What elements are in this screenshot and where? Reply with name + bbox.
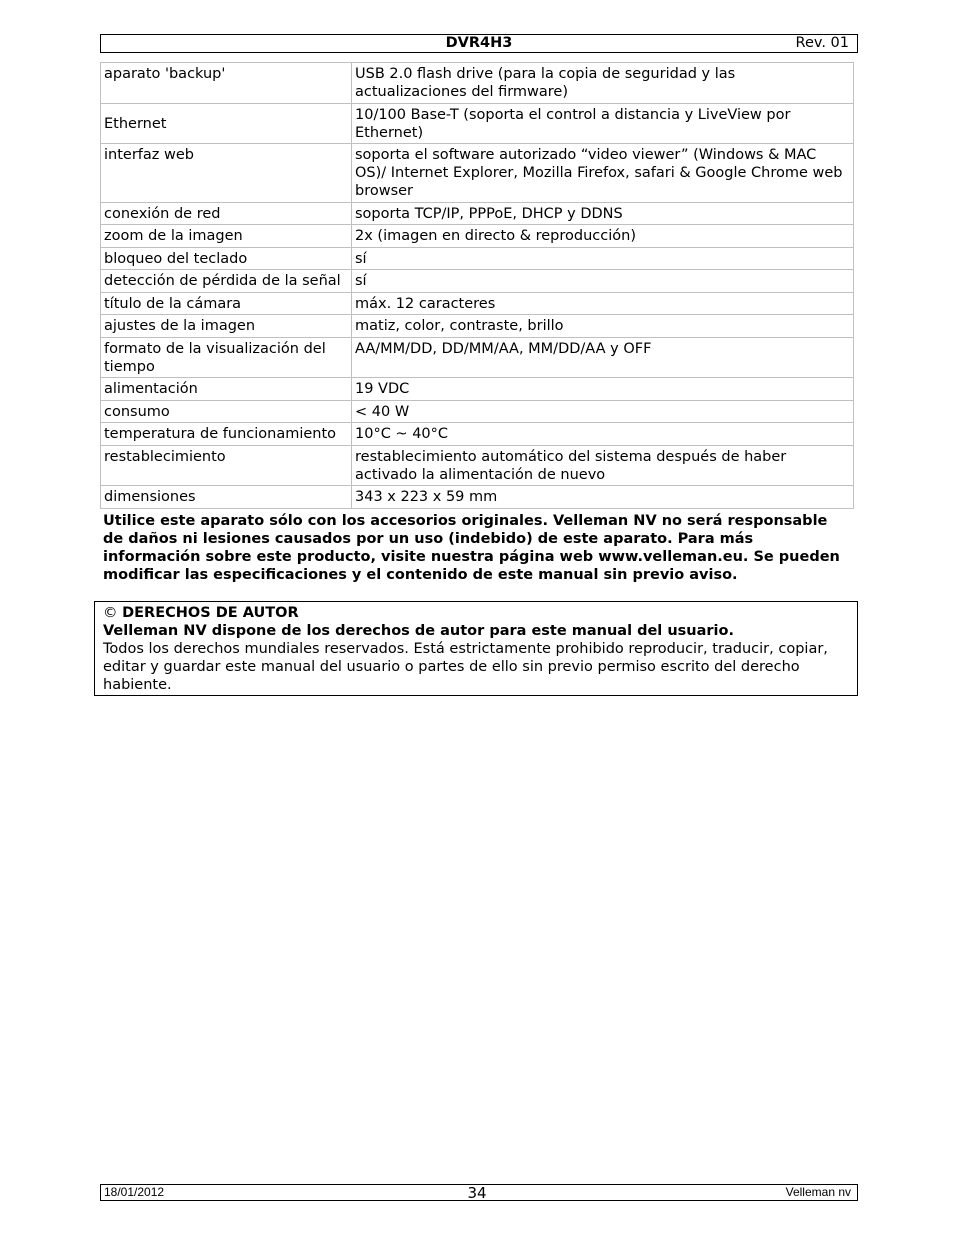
spec-value: 343 x 223 x 59 mm	[352, 486, 854, 509]
copyright-heading	[103, 604, 849, 622]
spec-row	[101, 144, 854, 203]
spec-value: matiz, color, contraste, brillo	[352, 315, 854, 338]
spec-row	[101, 315, 854, 338]
spec-label: conexión de red	[101, 202, 352, 225]
spec-label: ajustes de la imagen	[101, 315, 352, 338]
footer-company: Velleman nv	[785, 1185, 851, 1199]
spec-row	[101, 63, 854, 104]
spec-label: aparato 'backup'	[101, 63, 352, 104]
specifications-table	[100, 62, 854, 509]
spec-value: 10°C ~ 40°C	[352, 423, 854, 446]
notice-line: de daños ni lesiones causados por un uso (indebido) de este aparato. Para más	[103, 530, 754, 547]
page-number: 34	[467, 1184, 487, 1202]
spec-row	[101, 486, 854, 509]
spec-value: 10/100 Base-T (soporta el control a distancia y LiveView por Ethernet)	[352, 103, 854, 144]
copyright-body-line: habiente.	[103, 676, 172, 693]
page-header	[100, 34, 858, 53]
spec-label: interfaz web	[101, 144, 352, 203]
spec-label: restablecimiento	[101, 445, 352, 486]
copyright-title: DERECHOS DE AUTOR	[122, 604, 299, 621]
spec-value: AA/MM/DD, DD/MM/AA, MM/DD/AA y OFF	[352, 337, 854, 378]
spec-label: formato de la visualización del tiempo	[101, 337, 352, 378]
spec-row	[101, 423, 854, 446]
spec-value: soporta el software autorizado “video viewer” (Windows & MAC OS)/ Internet Explorer, Mozilla Firefox, safari & Google Chrome web browser	[352, 144, 854, 203]
spec-row	[101, 247, 854, 270]
spec-label: temperatura de funcionamiento	[101, 423, 352, 446]
spec-row	[101, 400, 854, 423]
spec-label: alimentación	[101, 378, 352, 401]
copyright-icon: ©	[103, 604, 118, 621]
revision-label: Rev. 01	[795, 35, 849, 51]
page-content	[100, 34, 858, 696]
notice-line: información sobre este producto, visite nuestra página web www.velleman.eu. Se pueden	[103, 548, 840, 565]
model-title: DVR4H3	[445, 35, 513, 51]
spec-value: sí	[352, 247, 854, 270]
spec-row	[101, 202, 854, 225]
spec-label: Ethernet	[101, 103, 352, 144]
spec-value: < 40 W	[352, 400, 854, 423]
spec-label: bloqueo del teclado	[101, 247, 352, 270]
spec-row	[101, 225, 854, 248]
spec-label: dimensiones	[101, 486, 352, 509]
spec-row	[101, 445, 854, 486]
footer-date: 18/01/2012	[104, 1185, 165, 1199]
spec-label: título de la cámara	[101, 292, 352, 315]
spec-value: 2x (imagen en directo & reproducción)	[352, 225, 854, 248]
copyright-owner: Velleman NV dispone de los derechos de autor para este manual del usuario.	[103, 622, 734, 639]
spec-value: sí	[352, 270, 854, 293]
notice-line: Utilice este aparato sólo con los accesorios originales. Velleman NV no será responsable	[103, 512, 828, 529]
spec-row	[101, 337, 854, 378]
notice-line: modificar las especificaciones y el contenido de este manual sin previo aviso.	[103, 566, 738, 583]
spec-value: soporta TCP/IP, PPPoE, DHCP y DDNS	[352, 202, 854, 225]
spec-label: detección de pérdida de la señal	[101, 270, 352, 293]
spec-value: máx. 12 caracteres	[352, 292, 854, 315]
page-footer	[100, 1184, 858, 1201]
copyright-body-line: Todos los derechos mundiales reservados. Está estrictamente prohibido reproducir, traducir, copiar,	[103, 640, 828, 657]
spec-row	[101, 378, 854, 401]
spec-label: zoom de la imagen	[101, 225, 352, 248]
spec-row	[101, 270, 854, 293]
spec-value: 19 VDC	[352, 378, 854, 401]
spec-row	[101, 103, 854, 144]
spec-value: restablecimiento automático del sistema después de haber activado la alimentación de nuevo	[352, 445, 854, 486]
copyright-body-line: editar y guardar este manual del usuario o partes de ello sin previo permiso escrito del derecho	[103, 658, 800, 675]
spec-label: consumo	[101, 400, 352, 423]
spec-value: USB 2.0 flash drive (para la copia de seguridad y las actualizaciones del firmware)	[352, 63, 854, 104]
spec-row	[101, 292, 854, 315]
copyright-box	[94, 601, 858, 696]
usage-notice	[100, 512, 858, 584]
